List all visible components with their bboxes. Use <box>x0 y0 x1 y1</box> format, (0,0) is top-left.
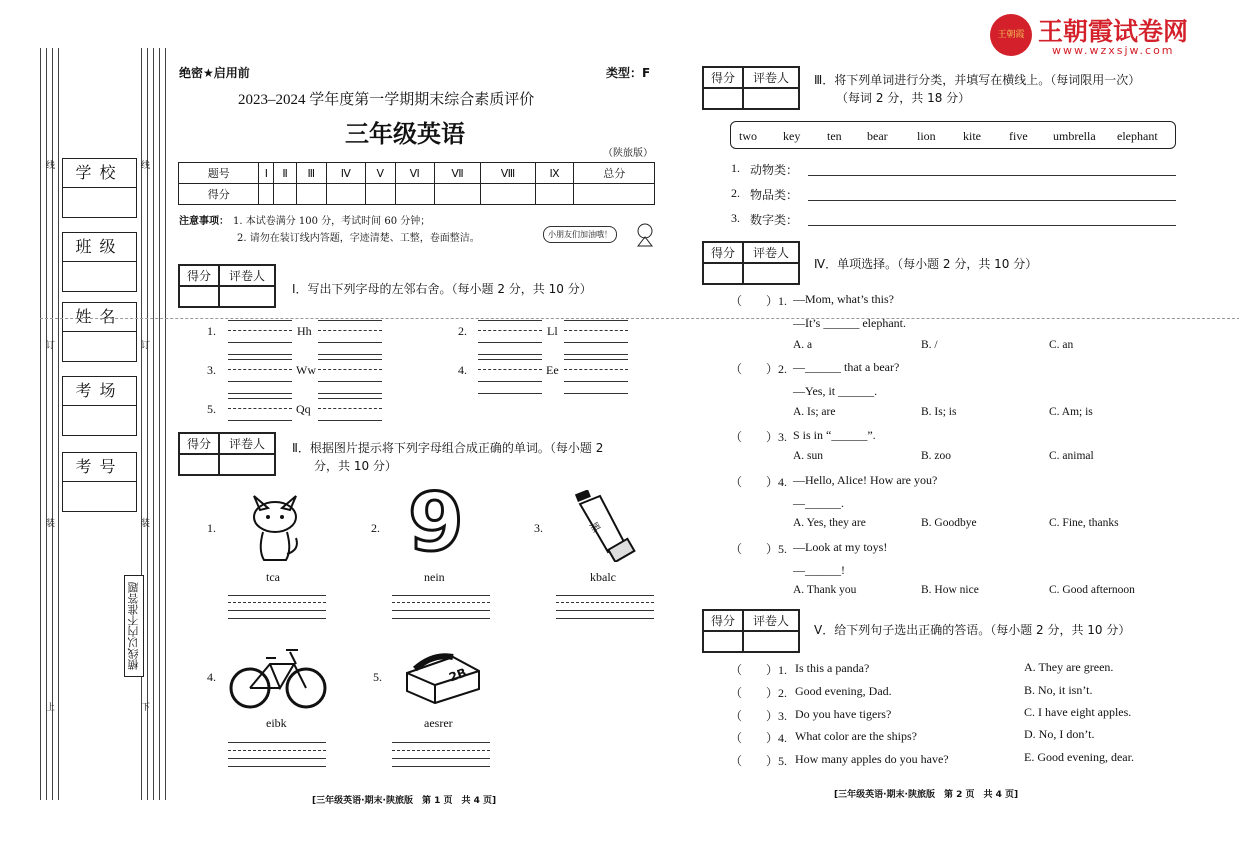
bike-icon <box>228 642 328 710</box>
question-number[interactable]: （ ）5. <box>730 542 788 556</box>
question-number[interactable]: （ ）5. <box>730 754 788 768</box>
word-bank-item: elephant <box>1117 129 1158 143</box>
option-c[interactable]: C. Good afternoon <box>1049 584 1135 596</box>
option-c[interactable]: C. Am; is <box>1049 406 1093 418</box>
word-scramble: eibk <box>266 716 287 730</box>
watermark-logo: 王朝霞 <box>990 14 1032 56</box>
word-bank-item: two <box>739 129 757 143</box>
word-bank-item: lion <box>917 129 936 143</box>
item-number: 4. <box>458 363 467 377</box>
grader-reviewer: 评卷人 <box>743 242 799 263</box>
score-input[interactable] <box>274 184 296 205</box>
option-b[interactable]: B. Goodbye <box>921 517 977 529</box>
category-label: 动物类： <box>750 163 799 177</box>
score-input[interactable] <box>574 184 655 205</box>
grader-score-input[interactable] <box>703 631 743 652</box>
word-scramble: nein <box>424 570 445 584</box>
answer-option: C. I have eight apples. <box>1024 705 1132 719</box>
answer-option: E. Good evening, dear. <box>1024 750 1134 764</box>
type-label: 类型：F <box>606 66 651 80</box>
word-scramble: kbalc <box>590 570 616 584</box>
grader-reviewer-input[interactable] <box>219 286 275 307</box>
score-input[interactable] <box>259 184 274 205</box>
mark-ding2: 订 <box>141 341 151 351</box>
question-line2: —It’s ______ elephant. <box>793 316 906 330</box>
item-number: 2. <box>371 521 380 535</box>
question-text: Good evening, Dad. <box>795 684 892 698</box>
grader-score: 得分 <box>703 242 743 263</box>
question-number[interactable]: （ ）3. <box>730 709 788 723</box>
question-line2: —______! <box>793 563 845 577</box>
question-number[interactable]: （ ）2. <box>730 686 788 700</box>
grader-reviewer: 评卷人 <box>743 610 799 631</box>
section5-title: Ⅴ．给下列句子选出正确的答语。（每小题 2 分，共 10 分） <box>814 623 1131 637</box>
notes-label: 注意事项： <box>179 216 229 227</box>
watermark-brand: 王朝霞试卷网 <box>1038 17 1189 46</box>
item-number: 5. <box>207 402 216 416</box>
grader-box <box>178 264 276 308</box>
grader-reviewer-input[interactable] <box>743 631 799 652</box>
item-number: 3. <box>207 363 216 377</box>
class-label: 班级 <box>62 232 137 262</box>
grader-score-input[interactable] <box>703 263 743 284</box>
category-answer-line[interactable] <box>808 225 1176 226</box>
grader-score-input[interactable] <box>703 88 743 109</box>
score-input[interactable] <box>326 184 365 205</box>
mark-zhuang2: 装 <box>141 519 151 529</box>
question-line1: —Look at my toys! <box>793 540 888 554</box>
letter: Ww <box>296 363 316 377</box>
category-answer-line[interactable] <box>808 175 1176 176</box>
option-a[interactable]: A. Is; are <box>793 406 836 418</box>
word-bank-item: ten <box>827 129 842 143</box>
nine-icon: 9 <box>408 476 464 569</box>
school-label: 学校 <box>62 158 137 188</box>
word-bank-item: key <box>783 129 801 143</box>
score-input[interactable] <box>481 184 535 205</box>
mark-shang: 上 <box>46 703 56 713</box>
section3-sub: （每词 2 分，共 18 分） <box>836 91 971 105</box>
answer-option: B. No, it isn’t. <box>1024 683 1093 697</box>
score-cell: Ⅰ <box>259 163 274 184</box>
mark-zhuang: 装 <box>46 519 56 529</box>
word-bank-item: bear <box>867 129 888 143</box>
paint-label: 黑 <box>587 520 602 535</box>
grader-box <box>702 66 800 110</box>
binding-notice <box>124 575 144 677</box>
word-scramble: aesrer <box>424 716 453 730</box>
binding-notice-text: 横线以内不准答题 <box>127 582 140 670</box>
letter: Qq <box>296 402 311 416</box>
question-number[interactable]: （ ）3. <box>730 430 788 444</box>
grader-score-input[interactable] <box>179 286 219 307</box>
score-cell: 总分 <box>574 163 655 184</box>
category-label: 数字类： <box>750 213 799 227</box>
eraser-icon <box>403 643 483 705</box>
notes-badge: 小朋友们加油哦！ <box>543 226 617 243</box>
grader-box <box>702 241 800 285</box>
secret-label: 绝密★启用前 <box>179 66 250 80</box>
grader-score: 得分 <box>179 433 219 454</box>
score-cell: Ⅱ <box>274 163 296 184</box>
word-bank-item: kite <box>963 129 981 143</box>
letter: Ee <box>546 363 559 377</box>
category-answer-line[interactable] <box>808 200 1176 201</box>
watermark-url: www.wzxsjw.com <box>1052 44 1175 57</box>
word-bank-item: umbrella <box>1053 129 1096 143</box>
section2-title-cont: 分，共 10 分） <box>314 459 397 473</box>
mark-xian: 线 <box>46 161 56 171</box>
word-scramble: tca <box>266 570 280 584</box>
category-number: 3. <box>731 211 740 225</box>
category-label: 物品类： <box>750 188 799 202</box>
letter: Ll <box>547 324 558 338</box>
question-text: Is this a panda? <box>795 661 870 675</box>
exam-title: 2023–2024 学年度第一学期期末综合素质评价 <box>238 92 535 108</box>
word-bank <box>730 121 1176 149</box>
question-text: What color are the ships? <box>795 729 917 743</box>
item-number: 1. <box>207 521 216 535</box>
grader-score: 得分 <box>179 265 219 286</box>
question-text: Do you have tigers? <box>795 707 892 721</box>
grader-score-input[interactable] <box>179 454 219 475</box>
question-line1: —______ that a bear? <box>793 360 900 374</box>
grader-score: 得分 <box>703 610 743 631</box>
option-b[interactable]: B. How nice <box>921 584 979 596</box>
option-b[interactable]: B. zoo <box>921 450 952 462</box>
score-cell: Ⅷ <box>481 163 535 184</box>
question-number[interactable]: （ ）4. <box>730 731 788 745</box>
score-cell: Ⅴ <box>365 163 395 184</box>
item-number: 1. <box>207 324 216 338</box>
mark-ding: 订 <box>46 341 56 351</box>
section1-title: Ⅰ．写出下列字母的左邻右舍。（每小题 2 分，共 10 分） <box>292 282 592 296</box>
score-cell: Ⅳ <box>326 163 365 184</box>
grader-reviewer-input[interactable] <box>219 454 275 475</box>
question-line2: —______. <box>793 496 844 510</box>
grader-reviewer-input[interactable] <box>743 263 799 284</box>
question-line1: —Mom, what’s this? <box>793 292 894 306</box>
option-c[interactable]: C. Fine, thanks <box>1049 517 1119 529</box>
notes-line1: 1. 本试卷满分 100 分，考试时间 60 分钟； <box>233 216 431 227</box>
score-input[interactable] <box>395 184 434 205</box>
mark-xia: 下 <box>141 703 151 713</box>
grader-score: 得分 <box>703 67 743 88</box>
section2-title: Ⅱ．根据图片提示将下列字母组合成正确的单词。（每小题 2 <box>292 441 604 455</box>
grader-reviewer: 评卷人 <box>219 265 275 286</box>
question-number[interactable]: （ ）4. <box>730 475 788 489</box>
question-line1: S is in “______”. <box>793 428 876 442</box>
option-a[interactable]: A. sun <box>793 450 824 462</box>
eraser-label: 2B <box>447 665 469 685</box>
option-c[interactable]: C. animal <box>1049 450 1094 462</box>
category-number: 2. <box>731 186 740 200</box>
page1-footer: [三年级英语·期末·陕旅版 第 1 页 共 4 页] <box>312 796 497 806</box>
scan-line <box>40 318 1239 319</box>
score-cell: Ⅶ <box>434 163 481 184</box>
answer-option: D. No, I don’t. <box>1024 727 1095 741</box>
grader-box <box>702 609 800 653</box>
score-cell: Ⅲ <box>296 163 326 184</box>
grader-reviewer: 评卷人 <box>219 433 275 454</box>
score-input[interactable] <box>535 184 574 205</box>
category-number: 1. <box>731 161 740 175</box>
mark-xian2: 线 <box>141 161 151 171</box>
number-label: 考号 <box>62 452 137 482</box>
grader-reviewer-input[interactable] <box>743 88 799 109</box>
option-a[interactable]: A. a <box>793 339 813 351</box>
score-input[interactable] <box>365 184 395 205</box>
answer-option: A. They are green. <box>1024 660 1114 674</box>
girl-doodle-icon <box>633 222 657 248</box>
item-number: 3. <box>534 521 543 535</box>
score-input[interactable] <box>296 184 326 205</box>
score-cell: 题号 <box>179 163 259 184</box>
option-b[interactable]: B. Is; is <box>921 406 957 418</box>
score-cell: Ⅸ <box>535 163 574 184</box>
watermark <box>990 12 1215 58</box>
room-label: 考场 <box>62 376 137 406</box>
score-cell: 得分 <box>179 184 259 205</box>
question-line1: —Hello, Alice! How are you? <box>793 473 938 487</box>
score-input[interactable] <box>434 184 481 205</box>
name-label: 姓名 <box>62 302 137 332</box>
section3-title: Ⅲ．将下列单词进行分类，并填写在横线上。（每词限用一次） <box>814 73 1141 87</box>
item-number: 4. <box>207 670 216 684</box>
section4-title: Ⅳ．单项选择。（每小题 2 分，共 10 分） <box>814 257 1038 271</box>
item-number: 2. <box>458 324 467 338</box>
grader-box <box>178 432 276 476</box>
question-number[interactable]: （ ）2. <box>730 362 788 376</box>
question-number[interactable]: （ ）1. <box>730 294 788 308</box>
question-number[interactable]: （ ）1. <box>730 663 788 677</box>
score-cell: Ⅵ <box>395 163 434 184</box>
question-line2: —Yes, it ______. <box>793 384 878 398</box>
word-bank-item: five <box>1009 129 1028 143</box>
option-a[interactable]: A. Yes, they are <box>793 517 866 529</box>
grader-reviewer: 评卷人 <box>743 67 799 88</box>
page-title: 三年级英语 <box>345 120 465 148</box>
letter: Hh <box>297 324 312 338</box>
page2-footer: [三年级英语·期末·陕旅版 第 2 页 共 4 页] <box>834 790 1019 800</box>
option-c[interactable]: C. an <box>1049 339 1074 351</box>
edition-label: （陕旅版） <box>603 148 653 159</box>
option-a[interactable]: A. Thank you <box>793 584 857 596</box>
item-number: 5. <box>373 670 382 684</box>
option-b[interactable]: B. / <box>921 339 938 351</box>
notes-line2: 2. 请勿在装订线内答题，字迹清楚、工整，卷面整洁。 <box>237 233 480 244</box>
question-text: How many apples do you have? <box>795 752 949 766</box>
score-table <box>178 162 655 205</box>
cat-icon <box>246 490 304 564</box>
